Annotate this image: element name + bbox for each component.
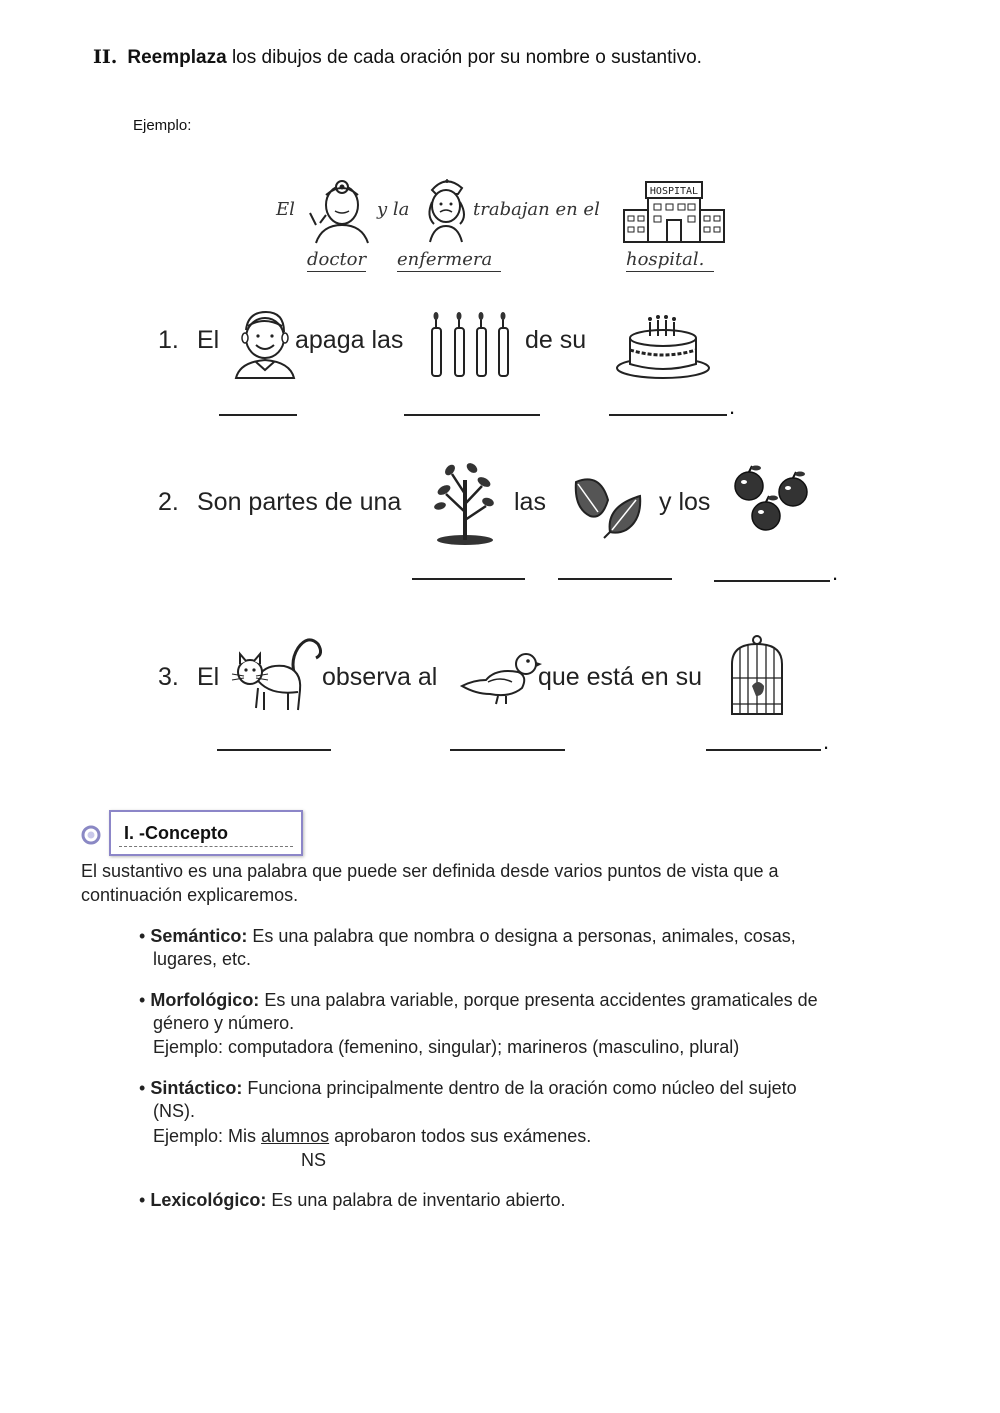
- ex1-blank-1[interactable]: [219, 414, 297, 416]
- sintactico-example-noun: alumnos: [261, 1126, 330, 1146]
- ns-label: NS: [301, 1150, 327, 1170]
- birdcage-icon: [728, 634, 786, 720]
- ex2-word-son-partes: Son partes de una: [197, 488, 402, 516]
- exercise-title: [93, 46, 702, 69]
- ex2-period: .: [832, 560, 839, 585]
- sintactico-example-end: aprobaron todos sus exámenes.: [334, 1126, 592, 1146]
- ex3-blank-2[interactable]: [450, 749, 565, 751]
- bullet: •: [139, 926, 146, 946]
- term-sintactico: Sintáctico:: [150, 1078, 243, 1098]
- ex3-blank-3[interactable]: [706, 749, 821, 751]
- hospital-icon: [622, 180, 726, 246]
- example-answer-enfermera: enfermera: [397, 249, 501, 272]
- morfologico-line-1: Es una palabra variable, porque presenta accidentes gramaticales de: [264, 990, 818, 1010]
- ex2-word-y-los: y los: [659, 488, 711, 516]
- circle-bullet-icon: [81, 825, 101, 845]
- doctor-icon: [302, 175, 374, 245]
- ex2-number: 2.: [158, 488, 179, 516]
- cat-icon: [228, 634, 324, 714]
- plant-icon: [432, 460, 498, 548]
- item-semantico: [139, 924, 796, 948]
- concept-intro-line-1: El sustantivo es una palabra que puede ser definida desde varios puntos de vista que a: [81, 861, 779, 881]
- ex3-word-el: El: [197, 663, 220, 691]
- item-lexicologico: [139, 1188, 566, 1212]
- fruits-icon: [732, 464, 810, 534]
- ex2-blank-1[interactable]: [412, 578, 525, 580]
- example-answer-doctor: doctor: [307, 249, 367, 270]
- ex1-period: .: [729, 394, 736, 419]
- item-morfologico: [139, 988, 818, 1012]
- ex2-word-las: las: [514, 488, 546, 516]
- sintactico-example-start: Ejemplo: Mis: [153, 1126, 257, 1146]
- item-sintactico: [139, 1076, 797, 1100]
- sintactico-example: [153, 1124, 591, 1148]
- sintactico-line-2: (NS).: [153, 1101, 195, 1121]
- sintactico-line-1: Funciona principalmente dentro de la oración como núcleo del sujeto: [247, 1078, 797, 1098]
- bullet: •: [139, 1190, 146, 1210]
- concept-heading-dashline: [119, 846, 293, 847]
- ex3-word-que-esta: que está en su: [538, 663, 703, 691]
- title-rest: los dibujos de cada oración por su nombre o sustantivo.: [231, 47, 702, 68]
- leaves-icon: [570, 472, 646, 540]
- ex3-period: .: [823, 729, 830, 754]
- bullet: •: [139, 1078, 146, 1098]
- example-word-el: El: [276, 199, 295, 220]
- candles-icon: [428, 312, 512, 378]
- example-answer-hospital: hospital.: [626, 249, 714, 272]
- ex1-number: 1.: [158, 326, 179, 354]
- title-bold: Reemplaza: [127, 47, 227, 68]
- example-label: Ejemplo:: [133, 117, 192, 134]
- ex2-blank-3[interactable]: [714, 580, 830, 582]
- concept-heading: I. -Concepto: [124, 823, 228, 843]
- term-lexicologico: Lexicológico:: [150, 1190, 267, 1210]
- example-word-trabajan: trabajan en el: [473, 199, 600, 220]
- ex3-blank-1[interactable]: [217, 749, 331, 751]
- lexicologico-line-1: Es una palabra de inventario abierto.: [271, 1190, 566, 1210]
- ex1-blank-3[interactable]: [609, 414, 727, 416]
- nurse-icon: [418, 172, 474, 244]
- section-number: II.: [93, 46, 118, 68]
- concept-heading-box: [109, 810, 303, 856]
- hospital-sign: HOSPITAL: [649, 186, 699, 197]
- ex2-blank-2[interactable]: [558, 578, 672, 580]
- ex1-word-apaga: apaga las: [295, 326, 404, 354]
- ex1-word-el: El: [197, 326, 220, 354]
- concept-intro-line-2: continuación explicaremos.: [81, 885, 299, 905]
- morfologico-line-2: género y número.: [153, 1013, 295, 1033]
- semantico-line-2: lugares, etc.: [153, 949, 252, 969]
- cake-icon: [614, 314, 712, 380]
- ex1-word-de-su: de su: [525, 326, 587, 354]
- boy-icon: [234, 308, 296, 380]
- term-morfologico: Morfológico:: [150, 990, 260, 1010]
- ex1-blank-2[interactable]: [404, 414, 540, 416]
- example-word-y-la: y la: [377, 199, 410, 220]
- morfologico-example: Ejemplo: computadora (femenino, singular); marineros (masculino, plural): [153, 1037, 740, 1057]
- semantico-line-1: Es una palabra que nombra o designa a personas, animales, cosas,: [252, 926, 796, 946]
- bird-icon: [460, 646, 542, 706]
- ex3-number: 3.: [158, 663, 179, 691]
- bullet: •: [139, 990, 146, 1010]
- ex3-word-observa: observa al: [322, 663, 438, 691]
- term-semantico: Semántico:: [150, 926, 248, 946]
